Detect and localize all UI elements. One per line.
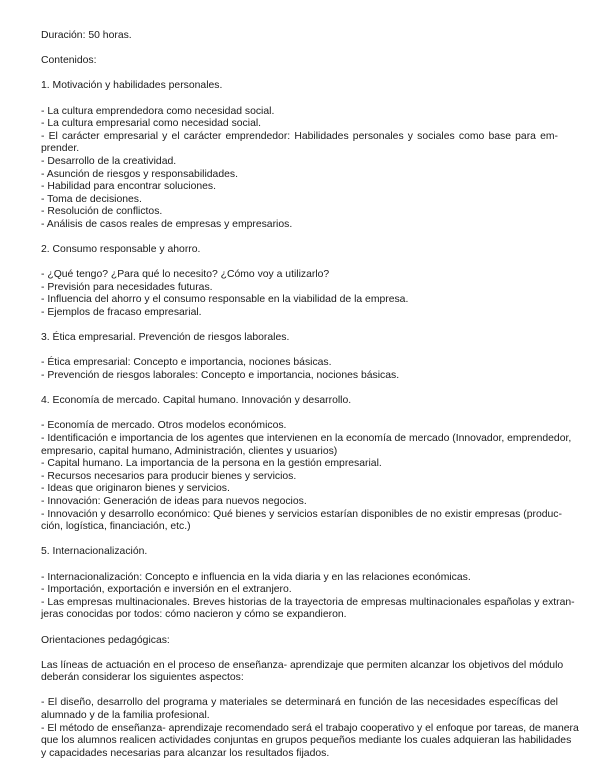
list-item: - Importación, exportación e inversión en el extranjero. [41, 584, 292, 596]
list-item: - Las empresas multinacionales. Breves historias de la trayectoria de empresas multinacionales españolas y extran- [41, 596, 575, 608]
section-title: 2. Consumo responsable y ahorro. [41, 244, 201, 256]
section-title: 5. Internacionalización. [41, 546, 148, 558]
spacer [41, 345, 558, 358]
list-item-continuation: alumnado y de la familia profesional. [41, 710, 210, 722]
list-item: - Recursos necesarios para producir bienes y servicios. [41, 470, 297, 482]
list-item: - Identificación e importancia de los agentes que intervienen en la economía de mercado (Innovador, emprendedor, [41, 433, 572, 444]
list-item: - Ejemplos de fracaso empresarial. [41, 307, 202, 319]
list-item: - Prevención de riesgos laborales: Concepto e importancia, nociones básicas. [41, 370, 400, 382]
duration-text: Duración: 50 horas. [41, 30, 132, 41]
spacer [41, 383, 558, 396]
list-item-continuation: prender. [41, 143, 80, 155]
spacer [41, 534, 558, 547]
paragraph-line: Las líneas de actuación en el proceso de enseñanza- aprendizaje que permiten alcanzar los objetivos del módulo [41, 659, 564, 671]
list-item: - Habilidad para encontrar soluciones. [41, 181, 217, 193]
spacer [41, 68, 558, 81]
spacer [41, 559, 558, 572]
spacer [41, 622, 558, 635]
contents-heading: Contenidos: [41, 55, 97, 67]
spacer [41, 232, 558, 245]
list-item-continuation: empresario, capital humano, Administración, clientes y usuarios) [41, 445, 338, 457]
list-item: - El método de enseñanza- aprendizaje recomendado será el trabajo cooperativo y el enfoque por tareas, de manera [41, 722, 579, 734]
list-item: - Capital humano. La importancia de la persona en la gestión empresarial. [41, 458, 382, 470]
list-item: - Previsión para necesidades futuras. [41, 281, 213, 293]
spacer [41, 43, 558, 56]
list-item: - Desarrollo de la creatividad. [41, 155, 177, 167]
list-item: - El carácter empresarial y el carácter emprendedor: Habilidades personales y sociales como base para em- [41, 130, 558, 142]
list-item: - Influencia del ahorro y el consumo responsable en la viabilidad de la empresa. [41, 294, 409, 306]
paragraph-line: deberán considerar los siguientes aspectos: [41, 672, 244, 684]
list-item-continuation: jeras conocidas por todos: cómo nacieron y cómo se expandieron. [41, 609, 347, 621]
spacer [41, 685, 558, 698]
orientations-heading: Orientaciones pedagógicas: [41, 634, 170, 646]
list-item-continuation: que los alumnos realicen actividades conjuntas en grupos pequeños mediante los cuales adquieran las habilidades [41, 735, 572, 747]
list-item: - La cultura empresarial como necesidad social. [41, 118, 262, 130]
list-item-continuation: y capacidades necesarias para alcanzar los resultados fijados. [41, 747, 330, 759]
list-item: - La cultura emprendedora como necesidad social. [41, 105, 275, 117]
list-item: - Resolución de conflictos. [41, 206, 163, 218]
list-item: - Innovación y desarrollo económico: Qué bienes y servicios estarían disponibles de no existir empresas (produc- [41, 508, 562, 520]
section-title: 4. Economía de mercado. Capital humano. Innovación y desarrollo. [41, 395, 352, 407]
spacer [41, 647, 558, 660]
list-item: - El diseño, desarrollo del programa y materiales se determinará en función de las necesidades específicas del [41, 697, 558, 709]
section-title: 1. Motivación y habilidades personales. [41, 80, 223, 92]
list-item: - Internacionalización: Concepto e influencia en la vida diaria y en las relaciones económicas. [41, 571, 471, 583]
spacer [41, 320, 558, 333]
spacer [41, 93, 558, 106]
list-item-continuation: ción, logística, financiación, etc.) [41, 521, 191, 533]
list-item: - Toma de decisiones. [41, 193, 142, 205]
list-item: - Ideas que originaron bienes y servicios. [41, 483, 230, 495]
list-item: - Innovación: Generación de ideas para nuevos negocios. [41, 495, 307, 507]
section-title: 3. Ética empresarial. Prevención de riesgos laborales. [41, 332, 290, 344]
list-item: - ¿Qué tengo? ¿Para qué lo necesito? ¿Cómo voy a utilizarlo? [41, 269, 330, 281]
list-item: - Análisis de casos reales de empresas y empresarios. [41, 218, 293, 230]
list-item: - Asunción de riesgos y responsabilidades. [41, 168, 238, 180]
document-page [41, 30, 579, 760]
spacer [41, 408, 558, 421]
spacer [41, 257, 558, 270]
list-item: - Economía de mercado. Otros modelos económicos. [41, 420, 287, 432]
list-item: - Ética empresarial: Concepto e importancia, nociones básicas. [41, 357, 332, 369]
